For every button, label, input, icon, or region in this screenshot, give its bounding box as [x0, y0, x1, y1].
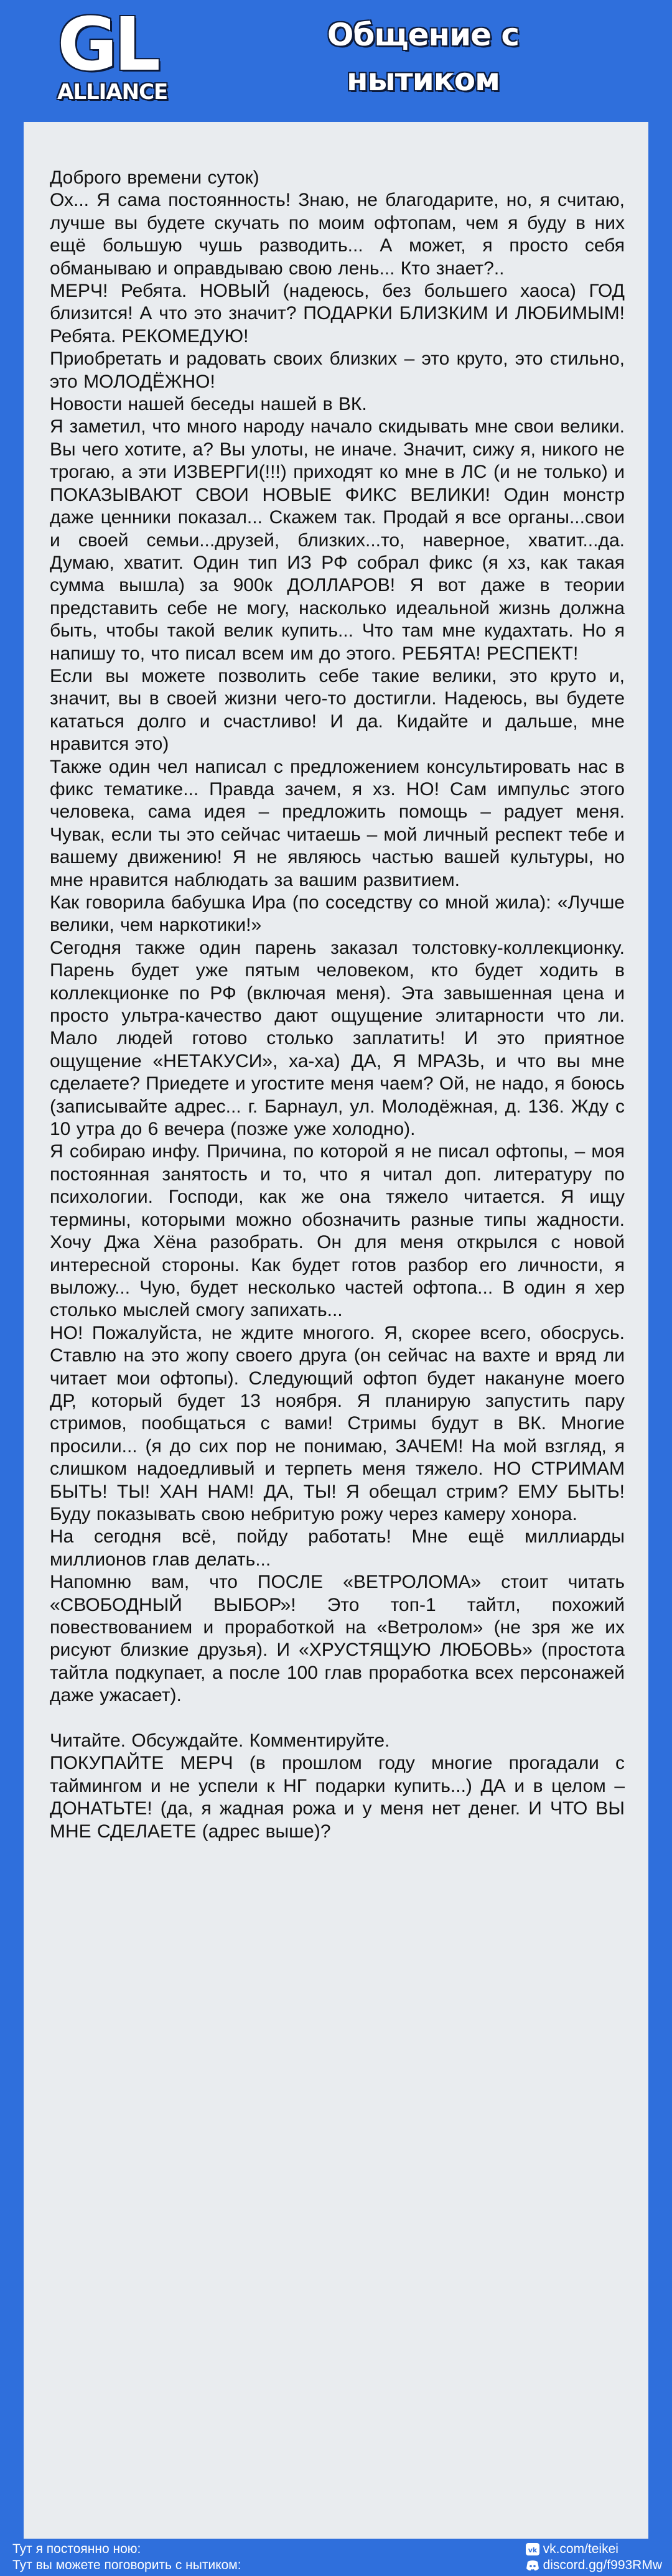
- paragraph: Как говорила бабушка Ира (по соседству со мной жила): «Лучше велики, чем наркотики!»: [50, 892, 625, 936]
- paragraph: Если вы можете позволить себе такие велики, это круто и, значит, вы в своей жизни чего-то достигли. Надеюсь, вы будете кататься долго и счастливо! И да. Кидайте и дальше, мне нравится это): [50, 665, 625, 755]
- discord-link[interactable]: [526, 2557, 662, 2574]
- logo-sub-text: ALLIANCE: [57, 80, 168, 105]
- paragraph: Я заметил, что много народу начало скидывать мне свои велики. Вы чего хотите, а? Вы улоты, не иначе. Значит, сижу я, никого не трогаю, а эти ИЗВЕРГИ(!!!) приходят ко мне в ЛС (и не только) и ПОКАЗЫВАЮТ СВОИ НОВЫЕ ФИКС ВЕЛИКИ! Один монстр даже ценники показал... Скажем так. Продай я все органы...свои и своей семьи...друзей, близких...то, наверное, хватит...да. Думаю, хватит. Один тип ИЗ РФ собрал фикс (я хз, как такая сумма вышла) за 900к ДОЛЛАРОВ! Я вот даже в теории представить себе не могу, насколько идеальной жизнь должна быть, чтобы такой велик купить... Что там мне кудахтать. Но я напишу то, что писал всем им до этого. РЕБЯТА! РЕСПЕКТ!: [50, 416, 625, 664]
- paragraph: НО! Пожалуйста, не ждите многого. Я, скорее всего, обосрусь. Ставлю на это жопу своего друга (он сейчас на вахте и вряд ли читает мои офтопы). Следующий офтоп будет накануне моего ДР, который будет 13 ноября. Я планирую запустить пару стримов, пообщаться с вами! Стримы будут в ВК. Многие просили... (я до сих пор не понимаю, ЗАЧЕМ! На мой взгляд, я слишком надоедливый и терпеть меня тяжело. НО СТРИМАМ БЫТЬ! ТЫ! ХАН НАМ! ДА, ТЫ! Я обещал стрим? ЕМУ БЫТЬ! Буду показывать свою небритую рожу через камеру хонора.: [50, 1322, 625, 1524]
- discord-icon: [526, 2559, 539, 2572]
- vk-link[interactable]: [526, 2541, 662, 2557]
- paragraph: МЕРЧ! Ребята. НОВЫЙ (надеюсь, без большего хаоса) ГОД близится! А что это значит? ПОДАРКИ БЛИЗКИМ И ЛЮБИМЫМ! Ребята. РЕКОМЕДУЮ!: [50, 281, 625, 347]
- paragraph: Ох... Я сама постоянность! Знаю, не благодарите, но, я считаю, лучше вы будете скучать по моим офтопам, чем я буду в них ещё большую чушь разводить... А может, я просто себя обманываю и оправдываю свою лень... Кто знает?..: [50, 190, 625, 279]
- paragraph: Читайте. Обсуждайте. Комментируйте.: [50, 1730, 390, 1752]
- footer-discord-caption: Тут вы можете поговорить с нытиком:: [12, 2558, 241, 2572]
- vk-icon: [526, 2543, 539, 2555]
- svg-text:vk: vk: [528, 2546, 537, 2554]
- page-title: Общение с нытиком: [327, 17, 520, 98]
- discord-link-text[interactable]: discord.gg/f993RMw: [543, 2558, 662, 2572]
- header: [0, 0, 672, 115]
- vk-link-text[interactable]: vk.com/teikei: [543, 2542, 618, 2556]
- paragraph: Сегодня также один парень заказал толстовку-коллекционку. Парень будет уже пятым человеком, кто будет ходить в коллекционке по РФ (включая меня). Эта завышенная цена и просто ультра-качество дают ощущение элитарности что ли. Мало людей готово столько заплатить! И это приятное ощущение «НЕТАКУСИ», ха-ха) ДА, Я МРАЗЬ, и что вы мне сделаете? Приедете и угостите меня чаем? Ой, не надо, я боюсь (записывайте адрес... г. Барнаул, ул. Молодёжная, д. 136. Жду с 10 утра до 6 вечера (позже уже холодно).: [50, 937, 625, 1140]
- logo-main-text: GL: [57, 1, 157, 87]
- footer-vk-caption: Тут я постоянно ною:: [12, 2542, 141, 2556]
- paragraph-spacer: [50, 1707, 625, 1730]
- paragraph: ПОКУПАЙТЕ МЕРЧ (в прошлом году многие прогадали с таймингом и не успели к НГ подарки купить...) ДА и в целом – ДОНАТЬТЕ! (да, я жадная рожа и у меня нет денег. И ЧТО ВЫ МНЕ СДЕЛАЕТЕ (адрес выше)?: [50, 1753, 625, 1842]
- footer-left: [12, 2541, 241, 2574]
- paragraph: Я собираю инфу. Причина, по которой я не писал офтопы, – моя постоянная занятость и то, что я читал доп. литературу по психологии. Господи, как же она тяжело читается. Я ищу термины, которыми можно обозначить разные типы жадности. Хочу Джа Хёна разобрать. Он для меня открылся с новой интересной стороны. Как будет готов разбор его личности, я выложу... Чую, будет несколько частей офтопа... В один я хер столько мыслей смогу запихать...: [50, 1141, 625, 1321]
- paragraph: Также один чел написал с предложением консультировать нас в фикс тематике... Правда зачем, я хз. НО! Сам импульс этого человека, сама идея – предложить помощь – радует меня. Чувак, если ты это сейчас читаешь – мой личный респект тебе и вашему движению! Я не являюсь частью вашей культуры, но мне нравится наблюдать за вашим развитием.: [50, 756, 625, 890]
- content-panel: [24, 122, 648, 2539]
- paragraph: Новости нашей беседы нашей в ВК.: [50, 394, 367, 415]
- footer: [0, 2539, 672, 2575]
- paragraph: Напомню вам, что ПОСЛЕ «ВЕТРОЛОМА» стоит читать «СВОБОДНЫЙ ВЫБОР»! Это топ-1 тайтл, похожий повествованием и проработкой на «Ветролом» (не зря же их рисуют близкие друзья). И «ХРУСТЯЩУЮ ЛЮБОВЬ» (простота тайтла подкупает, а после 100 глав проработка всех персонажей даже ужасает).: [50, 1572, 625, 1706]
- paragraph: Доброго времени суток): [50, 167, 259, 188]
- paragraph: Приобретать и радовать своих близких – это круто, это стильно, это МОЛОДЁЖНО!: [50, 348, 625, 392]
- paragraph: На сегодня всё, пойду работать! Мне ещё миллиарды миллионов глав делать...: [50, 1526, 625, 1570]
- gl-alliance-logo: [57, 1, 168, 113]
- footer-right: [526, 2541, 662, 2574]
